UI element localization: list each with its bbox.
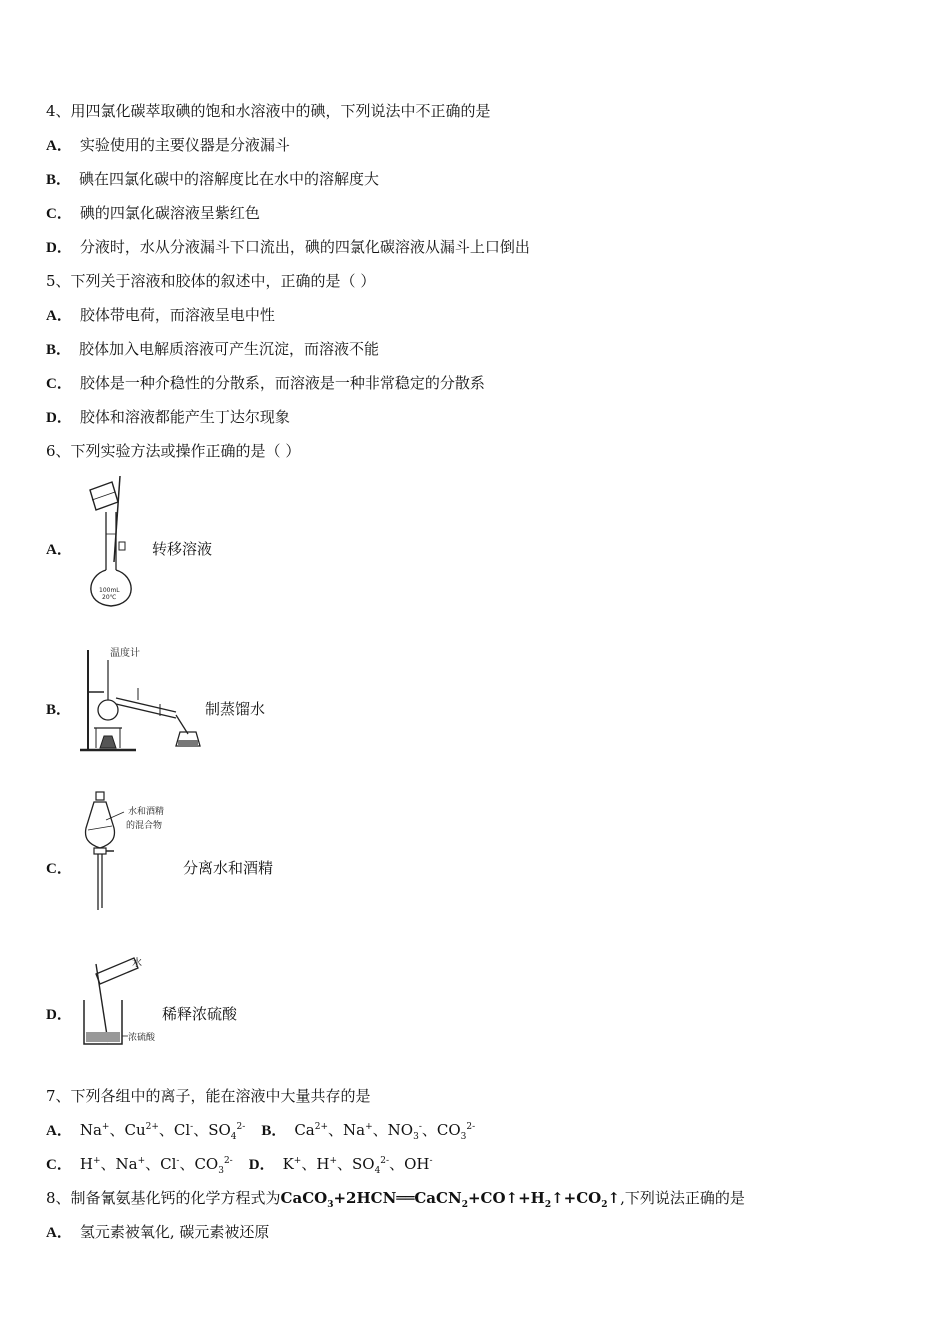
option-label: A．: [46, 308, 72, 324]
option-label: D．: [46, 240, 72, 256]
option-text: 胶体带电荷，而溶液呈电中性: [79, 306, 275, 324]
q4-stem: 4、用四氯化碳萃取碘的饱和水溶液中的碘，下列说法中不正确的是: [46, 102, 491, 120]
q6-option-a-caption: 转移溶液: [152, 540, 213, 558]
option-label: A．: [46, 1225, 72, 1241]
option-text: 胶体是一种介稳性的分散系，而溶液是一种非常稳定的分散系: [79, 374, 485, 392]
thermometer-label: 温度计: [110, 648, 140, 659]
q4-option-b[interactable]: [46, 169, 379, 190]
option-text: 碘的四氯化碳溶液呈紫红色: [79, 204, 260, 222]
option-label: C．: [46, 376, 72, 392]
q6-stem: 6、下列实验方法或操作正确的是（ ）: [46, 442, 301, 460]
q6-option-d-label[interactable]: D．: [46, 1007, 72, 1023]
flask-temp-label: 20℃: [102, 594, 117, 601]
q7-option-c-ions: H+、Na+、Cl-、$CO_3^{2-}$: [79, 1155, 233, 1176]
volumetric-flask-figure: [78, 472, 148, 612]
q7-option-c-label[interactable]: C．: [46, 1157, 72, 1173]
q5-option-d[interactable]: [46, 407, 290, 428]
q5-stem: 5、下列关于溶液和胶体的叙述中，正确的是（ ）: [46, 272, 376, 290]
q7-option-b-ions: $Ca^{2+}$、Na+、$NO_3^-$、$CO_3^{2-}$: [294, 1121, 476, 1142]
option-text: 胶体加入电解质溶液可产生沉淀，而溶液不能: [79, 340, 380, 358]
option-text: 胶体和溶液都能产生丁达尔现象: [79, 408, 290, 426]
water-label: 水: [132, 958, 142, 969]
q7-option-a-label[interactable]: A．: [46, 1123, 72, 1139]
q6-option-b-label[interactable]: B．: [46, 702, 72, 718]
q7-options-ab: [46, 1120, 475, 1141]
option-text: 碘在四氯化碳中的溶解度比在水中的溶解度大: [79, 170, 380, 188]
option-text: 分液时，水从分液漏斗下口流出，碘的四氯化碳溶液从漏斗上口倒出: [79, 238, 530, 256]
q6-option-c-label[interactable]: C．: [46, 861, 72, 877]
q6-option-a-label[interactable]: A．: [46, 542, 72, 558]
q4-option-c[interactable]: [46, 203, 260, 224]
q7-option-d-ions: K+、H+、$SO_4^{2-}$、OH-: [282, 1155, 433, 1176]
dilution-figure: [78, 952, 168, 1048]
q5-option-b[interactable]: [46, 339, 379, 360]
flask-volume-label: 100mL: [99, 587, 120, 594]
q4-option-d[interactable]: [46, 237, 530, 258]
q5-option-a[interactable]: [46, 305, 275, 326]
q5-option-c[interactable]: [46, 373, 485, 394]
funnel-label-line2: 的混合物: [126, 821, 163, 831]
q8-stem-suffix: ,下列说法正确的是: [620, 1189, 745, 1207]
q7-option-a-ions: Na+、$Cu^{2+}$、Cl-、$SO_4^{2-}$: [79, 1121, 246, 1142]
q7-options-cd: [46, 1154, 433, 1175]
acid-label: 浓硫酸: [128, 1033, 156, 1043]
option-label: A．: [46, 138, 72, 154]
option-text: 实验使用的主要仪器是分液漏斗: [79, 136, 290, 154]
q6-option-b-caption: 制蒸馏水: [205, 700, 266, 718]
q8-stem: [46, 1188, 745, 1208]
q7-option-b-label[interactable]: B．: [261, 1123, 287, 1139]
funnel-label-line1: 水和酒精: [128, 807, 165, 817]
q8-equation: $CaCO_3+2HCN══CaCN_2+CO↑+H_2↑+CO_2↑$: [280, 1189, 621, 1210]
distillation-apparatus-figure: [76, 640, 202, 756]
q8-option-a[interactable]: [46, 1222, 269, 1243]
option-label: B．: [46, 172, 72, 188]
option-text: 氢元素被氧化, 碳元素被还原: [79, 1223, 270, 1241]
q6-option-c-caption: 分离水和酒精: [183, 859, 274, 877]
q4-option-a[interactable]: [46, 135, 290, 156]
option-label: B．: [46, 342, 72, 358]
option-label: C．: [46, 206, 72, 222]
q6-option-d-caption: 稀释浓硫酸: [162, 1005, 238, 1023]
q8-stem-prefix: 8、制备氰氨基化钙的化学方程式为: [46, 1189, 281, 1207]
option-label: D．: [46, 410, 72, 426]
q7-option-d-label[interactable]: D．: [248, 1157, 275, 1173]
separating-funnel-figure: [84, 790, 184, 914]
q7-stem: 7、下列各组中的离子，能在溶液中大量共存的是: [46, 1087, 371, 1105]
